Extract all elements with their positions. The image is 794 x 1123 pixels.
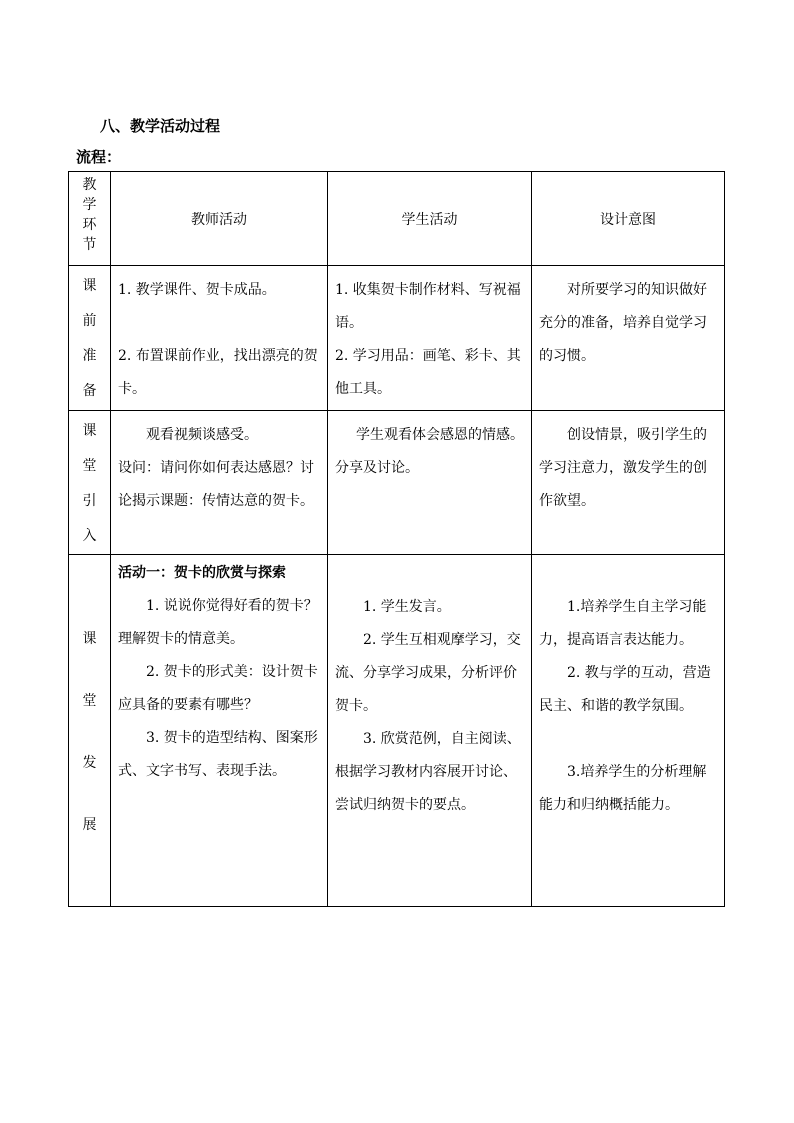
stage-cell-introduction: 课 堂 引 入 <box>69 411 111 555</box>
flow-label: 流程： <box>76 148 122 166</box>
student-activity-cell: 1. 收集贺卡制作材料、写祝福语。 2. 学习用品：画笔、彩卡、其他工具。 <box>328 266 532 411</box>
teacher-activity-cell: 活动一：贺卡的欣赏与探索 1. 说说你觉得好看的贺卡？ 理解贺卡的情意美。 2. 贺卡的形式美：设计贺卡应具备的要素有哪些？ 3. 贺卡的造型结构、图案形式、文字书写、表现手法。 <box>111 555 328 907</box>
teaching-process-table <box>68 171 725 907</box>
table-row <box>69 411 725 555</box>
stage-cell-preparation: 课 前 准 备 <box>69 266 111 411</box>
table-row <box>69 555 725 907</box>
student-activity-header: 学生活动 <box>328 172 532 266</box>
stage-header-cell: 教 学 环 节 <box>69 172 111 266</box>
student-activity-cell: 学生观看体会感恩的情感。分享及讨论。 <box>328 411 532 555</box>
section-heading: 八、教学活动过程 <box>100 117 221 135</box>
teacher-activity-cell: 1. 教学课件、贺卡成品。 2. 布置课前作业，找出漂亮的贺卡。 <box>111 266 328 411</box>
activity-title: 活动一：贺卡的欣赏与探索 <box>118 565 286 581</box>
stage-cell-development: 课 堂 发 展 <box>69 555 111 907</box>
table-row <box>69 266 725 411</box>
design-intent-cell: 创设情景，吸引学生的学习注意力，激发学生的创作欲望。 <box>532 411 725 555</box>
teacher-activity-cell: 观看视频谈感受。 设问：请问你如何表达感恩？讨论揭示课题：传情达意的贺卡。 <box>111 411 328 555</box>
table-header-row <box>69 172 725 266</box>
design-intent-cell: 对所要学习的知识做好充分的准备，培养自觉学习的习惯。 <box>532 266 725 411</box>
teacher-activity-header: 教师活动 <box>111 172 328 266</box>
design-intent-header: 设计意图 <box>532 172 725 266</box>
design-intent-cell: 1.培养学生自主学习能力，提高语言表达能力。 2. 教与学的互动，营造民主、和谐的教学氛围。 3.培养学生的分析理解能力和归纳概括能力。 <box>532 555 725 907</box>
student-activity-cell: 1. 学生发言。 2. 学生互相观摩学习，交流、分享学习成果，分析评价贺卡。 3. 欣赏范例，自主阅读、根据学习教材内容展开讨论、尝试归纳贺卡的要点。 <box>328 555 532 907</box>
